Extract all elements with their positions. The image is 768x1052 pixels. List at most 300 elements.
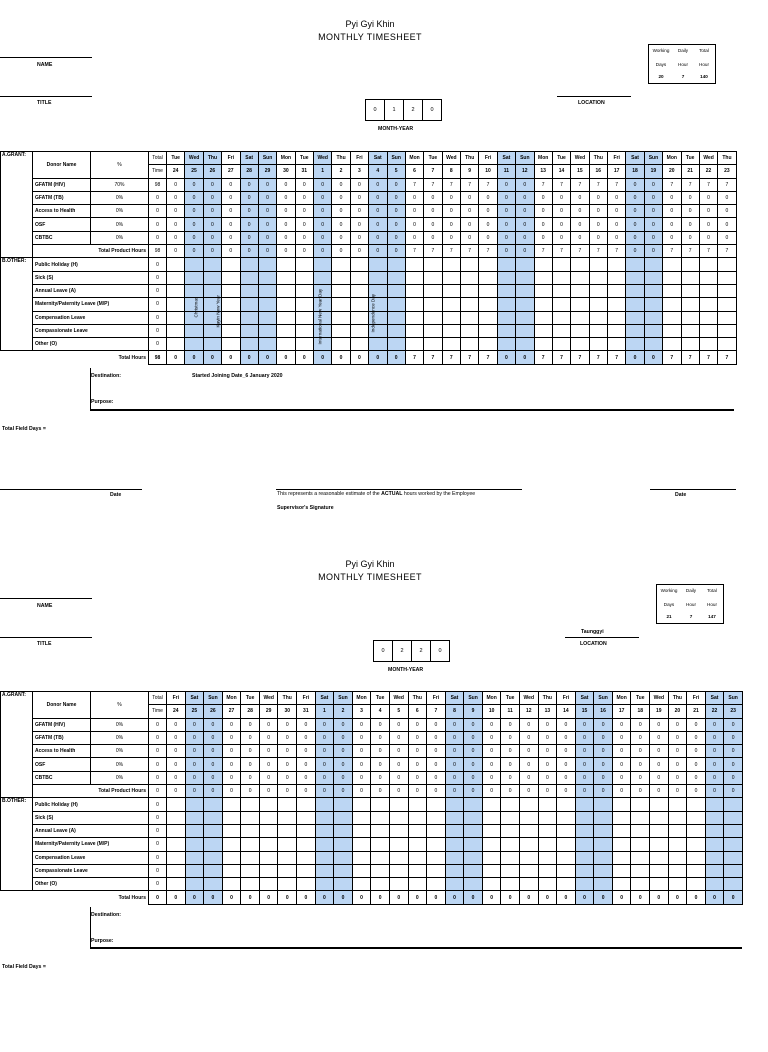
hour-cell[interactable]: 0 xyxy=(350,205,368,218)
hour-cell[interactable]: 0 xyxy=(427,718,446,731)
hour-cell[interactable]: 0 xyxy=(631,745,650,758)
hour-cell[interactable] xyxy=(497,311,515,324)
hour-cell[interactable]: 0 xyxy=(705,771,724,784)
hour-cell[interactable]: 0 xyxy=(315,771,334,784)
hour-cell[interactable] xyxy=(387,284,405,297)
hour-cell[interactable] xyxy=(408,864,427,877)
hour-cell[interactable]: 0 xyxy=(167,731,186,744)
hour-cell[interactable] xyxy=(259,798,278,811)
hour-cell[interactable]: 0 xyxy=(369,231,387,244)
hour-cell[interactable] xyxy=(699,338,717,351)
hour-cell[interactable]: 0 xyxy=(534,205,552,218)
hour-cell[interactable]: 0 xyxy=(204,718,223,731)
hour-cell[interactable]: 0 xyxy=(687,745,706,758)
hour-cell[interactable] xyxy=(557,798,576,811)
hour-cell[interactable] xyxy=(589,258,607,271)
hour-cell[interactable] xyxy=(241,878,260,891)
hour-cell[interactable] xyxy=(718,338,736,351)
hour-cell[interactable]: 0 xyxy=(258,218,276,231)
hour-cell[interactable] xyxy=(538,878,557,891)
hour-cell[interactable] xyxy=(705,811,724,824)
hour-cell[interactable] xyxy=(427,798,446,811)
hour-cell[interactable] xyxy=(571,258,589,271)
hour-cell[interactable]: 0 xyxy=(405,231,423,244)
hour-cell[interactable] xyxy=(442,311,460,324)
hour-cell[interactable] xyxy=(387,311,405,324)
hour-cell[interactable] xyxy=(461,284,479,297)
destination-value[interactable]: Started Joining Date_6 January 2020 xyxy=(192,373,283,379)
hour-cell[interactable] xyxy=(631,851,650,864)
hour-cell[interactable]: 0 xyxy=(668,731,687,744)
hour-cell[interactable] xyxy=(277,298,295,311)
hour-cell[interactable] xyxy=(575,798,594,811)
hour-cell[interactable]: 0 xyxy=(461,231,479,244)
hour-cell[interactable]: 0 xyxy=(589,191,607,204)
hour-cell[interactable] xyxy=(424,271,442,284)
hour-cell[interactable]: 0 xyxy=(612,758,631,771)
hour-cell[interactable]: 0 xyxy=(482,758,501,771)
hour-cell[interactable] xyxy=(501,811,520,824)
hour-cell[interactable]: 0 xyxy=(626,191,644,204)
hour-cell[interactable]: 0 xyxy=(557,771,576,784)
hour-cell[interactable] xyxy=(278,838,297,851)
hour-cell[interactable] xyxy=(663,324,681,337)
hour-cell[interactable]: 0 xyxy=(278,731,297,744)
hour-cell[interactable]: 0 xyxy=(575,718,594,731)
hour-cell[interactable]: 0 xyxy=(278,718,297,731)
hour-cell[interactable]: 0 xyxy=(442,218,460,231)
hour-cell[interactable] xyxy=(650,838,669,851)
hour-cell[interactable]: 0 xyxy=(277,178,295,191)
hour-cell[interactable] xyxy=(644,258,662,271)
hour-cell[interactable]: 0 xyxy=(334,758,353,771)
hour-cell[interactable]: 0 xyxy=(608,218,626,231)
hour-cell[interactable]: 0 xyxy=(608,191,626,204)
hour-cell[interactable]: 0 xyxy=(699,191,717,204)
hour-cell[interactable]: 0 xyxy=(705,731,724,744)
hour-cell[interactable]: 0 xyxy=(167,218,185,231)
hour-cell[interactable] xyxy=(185,324,203,337)
hour-cell[interactable] xyxy=(461,338,479,351)
hour-cell[interactable] xyxy=(222,324,240,337)
hour-cell[interactable]: 0 xyxy=(631,771,650,784)
hour-cell[interactable] xyxy=(575,878,594,891)
hour-cell[interactable] xyxy=(297,864,316,877)
hour-cell[interactable] xyxy=(185,851,204,864)
hour-cell[interactable] xyxy=(240,284,258,297)
hour-cell[interactable] xyxy=(644,271,662,284)
hour-cell[interactable] xyxy=(222,851,241,864)
hour-cell[interactable] xyxy=(479,324,497,337)
hour-cell[interactable] xyxy=(315,838,334,851)
hour-cell[interactable] xyxy=(612,811,631,824)
hour-cell[interactable]: 0 xyxy=(241,731,260,744)
hour-cell[interactable]: 0 xyxy=(464,718,483,731)
hour-cell[interactable] xyxy=(389,798,408,811)
hour-cell[interactable]: 0 xyxy=(538,758,557,771)
hour-cell[interactable] xyxy=(705,824,724,837)
hour-cell[interactable] xyxy=(571,271,589,284)
hour-cell[interactable]: 0 xyxy=(167,178,185,191)
hour-cell[interactable]: 0 xyxy=(259,731,278,744)
hour-cell[interactable]: 0 xyxy=(699,205,717,218)
hour-cell[interactable]: 0 xyxy=(204,758,223,771)
hour-cell[interactable]: 0 xyxy=(552,205,570,218)
hour-cell[interactable] xyxy=(167,284,185,297)
hour-cell[interactable] xyxy=(631,798,650,811)
hour-cell[interactable] xyxy=(724,878,743,891)
hour-cell[interactable] xyxy=(240,311,258,324)
hour-cell[interactable]: 0 xyxy=(297,718,316,731)
hour-cell[interactable]: 0 xyxy=(315,758,334,771)
hour-cell[interactable]: 0 xyxy=(650,745,669,758)
hour-cell[interactable] xyxy=(501,864,520,877)
hour-cell[interactable]: 0 xyxy=(501,745,520,758)
hour-cell[interactable]: 0 xyxy=(663,218,681,231)
hour-cell[interactable] xyxy=(334,851,353,864)
hour-cell[interactable] xyxy=(519,838,538,851)
hour-cell[interactable]: 0 xyxy=(185,231,203,244)
hour-cell[interactable] xyxy=(332,284,350,297)
hour-cell[interactable] xyxy=(371,878,390,891)
hour-cell[interactable]: 0 xyxy=(612,718,631,731)
hour-cell[interactable] xyxy=(185,824,204,837)
hour-cell[interactable]: 0 xyxy=(222,745,241,758)
hour-cell[interactable] xyxy=(295,271,313,284)
hour-cell[interactable] xyxy=(405,324,423,337)
hour-cell[interactable] xyxy=(427,878,446,891)
hour-cell[interactable] xyxy=(387,324,405,337)
hour-cell[interactable]: 0 xyxy=(371,758,390,771)
hour-cell[interactable] xyxy=(332,338,350,351)
hour-cell[interactable] xyxy=(258,284,276,297)
hour-cell[interactable] xyxy=(405,271,423,284)
hour-cell[interactable] xyxy=(167,811,186,824)
hour-cell[interactable] xyxy=(571,298,589,311)
hour-cell[interactable] xyxy=(571,284,589,297)
hour-cell[interactable] xyxy=(350,338,368,351)
hour-cell[interactable]: 0 xyxy=(589,231,607,244)
hour-cell[interactable] xyxy=(278,798,297,811)
hour-cell[interactable]: 0 xyxy=(405,205,423,218)
hour-cell[interactable] xyxy=(557,878,576,891)
hour-cell[interactable] xyxy=(352,878,371,891)
hour-cell[interactable]: 0 xyxy=(497,231,515,244)
hour-cell[interactable] xyxy=(650,824,669,837)
hour-cell[interactable] xyxy=(332,258,350,271)
hour-cell[interactable]: 0 xyxy=(631,758,650,771)
hour-cell[interactable]: 0 xyxy=(626,205,644,218)
hour-cell[interactable] xyxy=(371,838,390,851)
hour-cell[interactable]: 0 xyxy=(538,718,557,731)
hour-cell[interactable] xyxy=(295,324,313,337)
hour-cell[interactable]: 0 xyxy=(427,745,446,758)
hour-cell[interactable]: 0 xyxy=(687,758,706,771)
hour-cell[interactable]: 0 xyxy=(369,178,387,191)
hour-cell[interactable] xyxy=(644,311,662,324)
hour-cell[interactable]: 0 xyxy=(668,745,687,758)
hour-cell[interactable]: 0 xyxy=(408,758,427,771)
hour-cell[interactable]: 0 xyxy=(334,731,353,744)
hour-cell[interactable] xyxy=(479,311,497,324)
hour-cell[interactable]: 0 xyxy=(185,191,203,204)
hour-cell[interactable] xyxy=(405,298,423,311)
hour-cell[interactable] xyxy=(408,878,427,891)
hour-cell[interactable] xyxy=(167,838,186,851)
hour-cell[interactable] xyxy=(445,851,464,864)
hour-cell[interactable] xyxy=(167,258,185,271)
hour-cell[interactable] xyxy=(501,851,520,864)
hour-cell[interactable]: 0 xyxy=(575,758,594,771)
hour-cell[interactable]: 0 xyxy=(371,771,390,784)
hour-cell[interactable]: 7 xyxy=(663,178,681,191)
hour-cell[interactable] xyxy=(663,271,681,284)
hour-cell[interactable] xyxy=(389,878,408,891)
hour-cell[interactable]: 0 xyxy=(557,731,576,744)
hour-cell[interactable] xyxy=(519,811,538,824)
hour-cell[interactable] xyxy=(705,864,724,877)
hour-cell[interactable]: 0 xyxy=(350,218,368,231)
hour-cell[interactable] xyxy=(497,338,515,351)
hour-cell[interactable]: 0 xyxy=(277,191,295,204)
hour-cell[interactable] xyxy=(424,311,442,324)
hour-cell[interactable] xyxy=(552,284,570,297)
hour-cell[interactable]: 0 xyxy=(464,731,483,744)
hour-cell[interactable] xyxy=(332,324,350,337)
hour-cell[interactable] xyxy=(204,864,223,877)
hour-cell[interactable] xyxy=(699,271,717,284)
hour-cell[interactable]: 0 xyxy=(631,731,650,744)
hour-cell[interactable] xyxy=(663,284,681,297)
hour-cell[interactable] xyxy=(589,311,607,324)
hour-cell[interactable] xyxy=(464,864,483,877)
hour-cell[interactable]: 0 xyxy=(571,218,589,231)
hour-cell[interactable] xyxy=(424,284,442,297)
hour-cell[interactable]: 0 xyxy=(332,178,350,191)
hour-cell[interactable] xyxy=(687,878,706,891)
hour-cell[interactable] xyxy=(259,878,278,891)
hour-cell[interactable] xyxy=(644,324,662,337)
hour-cell[interactable] xyxy=(389,851,408,864)
hour-cell[interactable]: 0 xyxy=(538,731,557,744)
hour-cell[interactable]: 0 xyxy=(332,205,350,218)
hour-cell[interactable] xyxy=(575,838,594,851)
hour-cell[interactable] xyxy=(222,271,240,284)
hour-cell[interactable] xyxy=(538,864,557,877)
hour-cell[interactable]: 0 xyxy=(464,771,483,784)
hour-cell[interactable]: 0 xyxy=(681,231,699,244)
hour-cell[interactable]: 0 xyxy=(203,205,221,218)
hour-cell[interactable] xyxy=(681,298,699,311)
hour-cell[interactable]: 0 xyxy=(552,218,570,231)
hour-cell[interactable] xyxy=(277,284,295,297)
hour-cell[interactable] xyxy=(222,878,241,891)
hour-cell[interactable] xyxy=(277,271,295,284)
hour-cell[interactable] xyxy=(240,324,258,337)
hour-cell[interactable]: 0 xyxy=(222,771,241,784)
hour-cell[interactable]: 0 xyxy=(501,771,520,784)
hour-cell[interactable]: 0 xyxy=(259,771,278,784)
hour-cell[interactable] xyxy=(538,838,557,851)
hour-cell[interactable] xyxy=(479,298,497,311)
hour-cell[interactable] xyxy=(295,258,313,271)
hour-cell[interactable]: 0 xyxy=(427,731,446,744)
hour-cell[interactable] xyxy=(167,271,185,284)
hour-cell[interactable] xyxy=(699,298,717,311)
hour-cell[interactable]: 0 xyxy=(687,718,706,731)
hour-cell[interactable]: 0 xyxy=(315,718,334,731)
hour-cell[interactable] xyxy=(575,811,594,824)
hour-cell[interactable]: 0 xyxy=(501,718,520,731)
hour-cell[interactable]: 0 xyxy=(571,231,589,244)
hour-cell[interactable]: 0 xyxy=(461,218,479,231)
hour-cell[interactable]: 0 xyxy=(534,231,552,244)
hour-cell[interactable]: 0 xyxy=(516,178,534,191)
hour-cell[interactable] xyxy=(464,878,483,891)
hour-cell[interactable]: 0 xyxy=(442,231,460,244)
hour-cell[interactable]: 0 xyxy=(575,731,594,744)
hour-cell[interactable]: 0 xyxy=(557,758,576,771)
hour-cell[interactable] xyxy=(371,851,390,864)
hour-cell[interactable] xyxy=(204,824,223,837)
hour-cell[interactable]: 0 xyxy=(408,731,427,744)
hour-cell[interactable] xyxy=(534,271,552,284)
hour-cell[interactable] xyxy=(724,798,743,811)
hour-cell[interactable]: 0 xyxy=(442,205,460,218)
hour-cell[interactable] xyxy=(687,851,706,864)
hour-cell[interactable]: 0 xyxy=(626,218,644,231)
hour-cell[interactable] xyxy=(608,324,626,337)
hour-cell[interactable] xyxy=(277,324,295,337)
hour-cell[interactable] xyxy=(222,824,241,837)
title-field-line[interactable] xyxy=(0,96,92,97)
hour-cell[interactable] xyxy=(497,284,515,297)
hour-cell[interactable] xyxy=(350,298,368,311)
hour-cell[interactable] xyxy=(167,878,186,891)
hour-cell[interactable] xyxy=(501,798,520,811)
hour-cell[interactable]: 0 xyxy=(167,758,186,771)
hour-cell[interactable]: 0 xyxy=(427,758,446,771)
hour-cell[interactable] xyxy=(352,811,371,824)
hour-cell[interactable]: 0 xyxy=(482,771,501,784)
hour-cell[interactable] xyxy=(575,851,594,864)
hour-cell[interactable]: 7 xyxy=(424,178,442,191)
hour-cell[interactable] xyxy=(387,258,405,271)
hour-cell[interactable]: 0 xyxy=(644,205,662,218)
hour-cell[interactable] xyxy=(534,258,552,271)
hour-cell[interactable] xyxy=(240,271,258,284)
hour-cell[interactable]: 0 xyxy=(519,745,538,758)
hour-cell[interactable] xyxy=(371,864,390,877)
hour-cell[interactable] xyxy=(612,824,631,837)
hour-cell[interactable]: 0 xyxy=(297,758,316,771)
hour-cell[interactable]: 0 xyxy=(724,745,743,758)
hour-cell[interactable] xyxy=(631,824,650,837)
hour-cell[interactable] xyxy=(482,851,501,864)
location-value[interactable]: Taunggyi xyxy=(581,629,604,635)
hour-cell[interactable] xyxy=(405,258,423,271)
hour-cell[interactable] xyxy=(352,864,371,877)
hour-cell[interactable] xyxy=(277,258,295,271)
hour-cell[interactable] xyxy=(240,298,258,311)
hour-cell[interactable]: 0 xyxy=(724,718,743,731)
hour-cell[interactable] xyxy=(681,311,699,324)
hour-cell[interactable] xyxy=(204,838,223,851)
hour-cell[interactable] xyxy=(408,811,427,824)
hour-cell[interactable] xyxy=(612,878,631,891)
hour-cell[interactable] xyxy=(497,258,515,271)
hour-cell[interactable]: 0 xyxy=(668,758,687,771)
hour-cell[interactable]: 0 xyxy=(295,205,313,218)
hour-cell[interactable]: 0 xyxy=(482,718,501,731)
hour-cell[interactable]: 0 xyxy=(352,771,371,784)
hour-cell[interactable] xyxy=(315,811,334,824)
hour-cell[interactable]: 0 xyxy=(497,191,515,204)
hour-cell[interactable] xyxy=(371,798,390,811)
hour-cell[interactable] xyxy=(482,811,501,824)
hour-cell[interactable] xyxy=(185,838,204,851)
hour-cell[interactable] xyxy=(350,258,368,271)
hour-cell[interactable]: 0 xyxy=(315,745,334,758)
hour-cell[interactable] xyxy=(222,258,240,271)
hour-cell[interactable] xyxy=(352,851,371,864)
hour-cell[interactable]: 0 xyxy=(718,205,736,218)
hour-cell[interactable] xyxy=(589,284,607,297)
hour-cell[interactable] xyxy=(408,798,427,811)
hour-cell[interactable]: 0 xyxy=(314,178,332,191)
hour-cell[interactable] xyxy=(699,284,717,297)
hour-cell[interactable]: 0 xyxy=(222,178,240,191)
hour-cell[interactable] xyxy=(258,258,276,271)
hour-cell[interactable]: 0 xyxy=(427,771,446,784)
hour-cell[interactable] xyxy=(350,284,368,297)
hour-cell[interactable] xyxy=(445,864,464,877)
hour-cell[interactable]: 0 xyxy=(222,718,241,731)
hour-cell[interactable]: 7 xyxy=(461,178,479,191)
hour-cell[interactable] xyxy=(724,824,743,837)
hour-cell[interactable] xyxy=(334,811,353,824)
hour-cell[interactable]: 0 xyxy=(203,218,221,231)
hour-cell[interactable]: 0 xyxy=(681,205,699,218)
hour-cell[interactable]: 0 xyxy=(350,231,368,244)
hour-cell[interactable]: 0 xyxy=(259,745,278,758)
hour-cell[interactable] xyxy=(461,271,479,284)
hour-cell[interactable]: 0 xyxy=(557,718,576,731)
hour-cell[interactable] xyxy=(278,824,297,837)
hour-cell[interactable] xyxy=(350,324,368,337)
hour-cell[interactable] xyxy=(442,284,460,297)
hour-cell[interactable] xyxy=(334,824,353,837)
hour-cell[interactable] xyxy=(278,851,297,864)
hour-cell[interactable] xyxy=(519,798,538,811)
hour-cell[interactable]: 7 xyxy=(552,178,570,191)
hour-cell[interactable]: 0 xyxy=(594,758,613,771)
hour-cell[interactable] xyxy=(631,838,650,851)
hour-cell[interactable]: 0 xyxy=(222,731,241,744)
hour-cell[interactable]: 0 xyxy=(644,218,662,231)
hour-cell[interactable] xyxy=(185,258,203,271)
hour-cell[interactable] xyxy=(278,864,297,877)
hour-cell[interactable] xyxy=(644,284,662,297)
hour-cell[interactable] xyxy=(479,338,497,351)
hour-cell[interactable] xyxy=(594,811,613,824)
hour-cell[interactable] xyxy=(534,338,552,351)
hour-cell[interactable]: 0 xyxy=(445,731,464,744)
hour-cell[interactable]: 7 xyxy=(571,178,589,191)
hour-cell[interactable] xyxy=(408,838,427,851)
hour-cell[interactable] xyxy=(608,338,626,351)
hour-cell[interactable] xyxy=(516,298,534,311)
